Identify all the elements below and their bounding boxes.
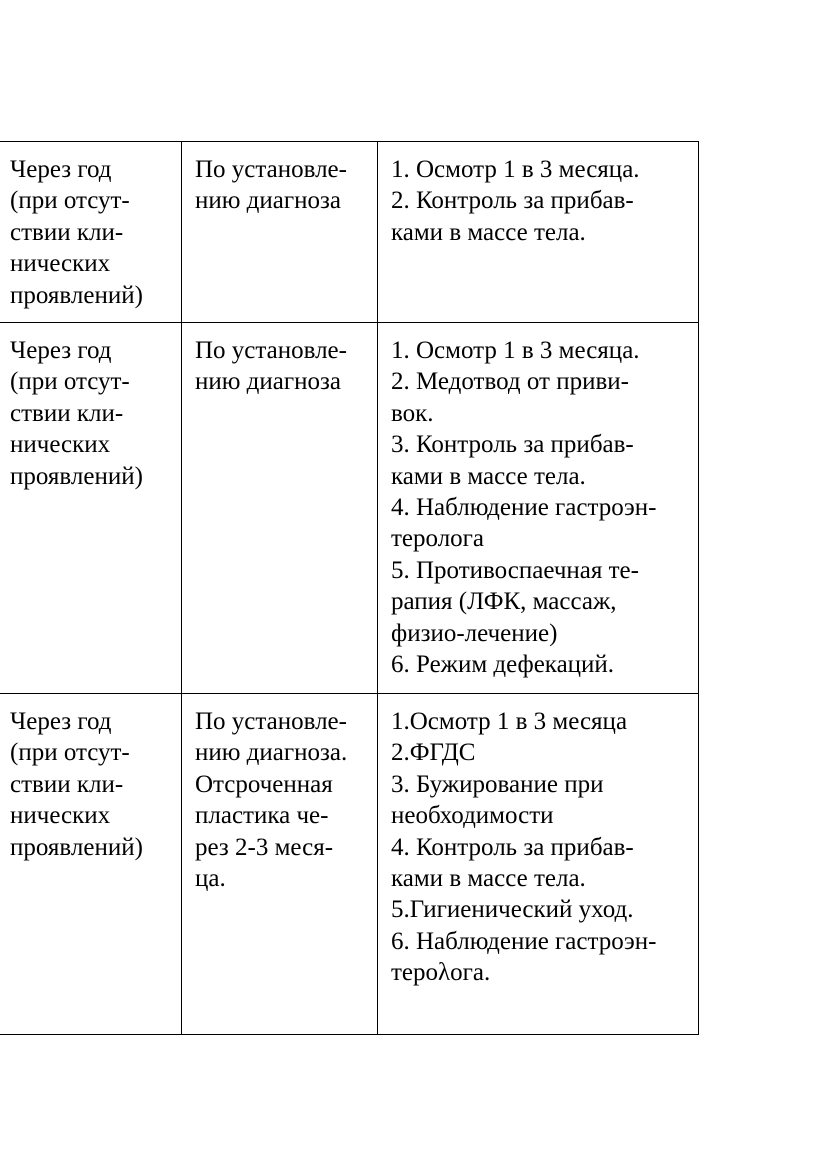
text-line: проявлений) [10,281,143,309]
text-line: ствии кли- [10,399,124,427]
text-line: 6. Режим дефекаций. [391,651,615,679]
text-line: 1. Осмотр 1 в 3 месяца. [391,337,640,364]
text-line: рез 2-3 меся- [195,833,334,861]
text-line: (при отсут- [10,739,130,767]
text-line: По установле- [195,337,347,364]
text-line: ками в массе тела. [391,218,586,246]
text-line: теролога [391,525,485,553]
text-line: ками в массе тела. [391,462,586,490]
text-line: Отсроченная [195,770,333,798]
text-line: Через год [10,337,112,364]
cell-observation-period [0,142,182,323]
text-line: 1.Осмотр 1 в 3 месяца [391,708,628,735]
text-line: нию диагноза [195,187,341,215]
text-line: ствии кли- [10,218,124,246]
text-line: вок. [391,399,434,427]
cell-measures [378,694,699,1035]
text-line: 5. Противоспаечная те- [391,556,639,584]
cell-measures [378,323,699,694]
text-line: необходимости [391,802,554,830]
text-line: ца. [195,865,226,893]
text-line: Через год [10,156,112,183]
text-line: нию диагноза [195,368,341,396]
text-line: ками в массе тела. [391,865,586,893]
cell-timing [182,142,378,323]
text-line: рапия (ЛФК, массаж, [391,588,617,616]
text-line: 1. Осмотр 1 в 3 месяца. [391,156,640,183]
text-line: По установле- [195,156,347,183]
cell-measures [378,142,699,323]
text-line: 6. Наблюдение гастроэн- [391,927,657,955]
table-row [0,323,699,694]
text-line: ствии кли- [10,770,124,798]
text-line: нических [10,802,111,830]
text-line: физио-лечение) [391,619,558,647]
table-row [0,694,699,1035]
text-line: 3. Контроль за прибав- [391,431,634,459]
text-line: Через год [10,708,112,735]
text-line: нических [10,431,111,459]
text-line: нию диагноза. [195,739,348,767]
text-line: пластика че- [195,802,329,830]
table-row [0,142,699,323]
text-line: 4. Контроль за прибав- [391,833,634,861]
cell-observation-period [0,694,182,1035]
text-line: (при отсут- [10,187,130,215]
text-line: (при отсут- [10,368,130,396]
text-line: 2.ФГДС [391,739,476,767]
observation-table [0,141,699,1035]
cell-timing [182,694,378,1035]
cell-observation-period [0,323,182,694]
text-line: проявлений) [10,833,143,861]
text-line: 5.Гигиенический уход. [391,896,634,924]
text-line: 2. Медотвод от приви- [391,368,629,396]
text-line: 2. Контроль за прибав- [391,187,634,215]
text-line: 4. Наблюдение гастроэн- [391,494,657,522]
cell-timing [182,323,378,694]
text-line: 3. Бужирование при [391,770,604,798]
text-line: По установле- [195,708,347,735]
text-line: проявлений) [10,462,143,490]
text-line: нических [10,250,111,278]
text-line: терολога. [391,959,491,987]
